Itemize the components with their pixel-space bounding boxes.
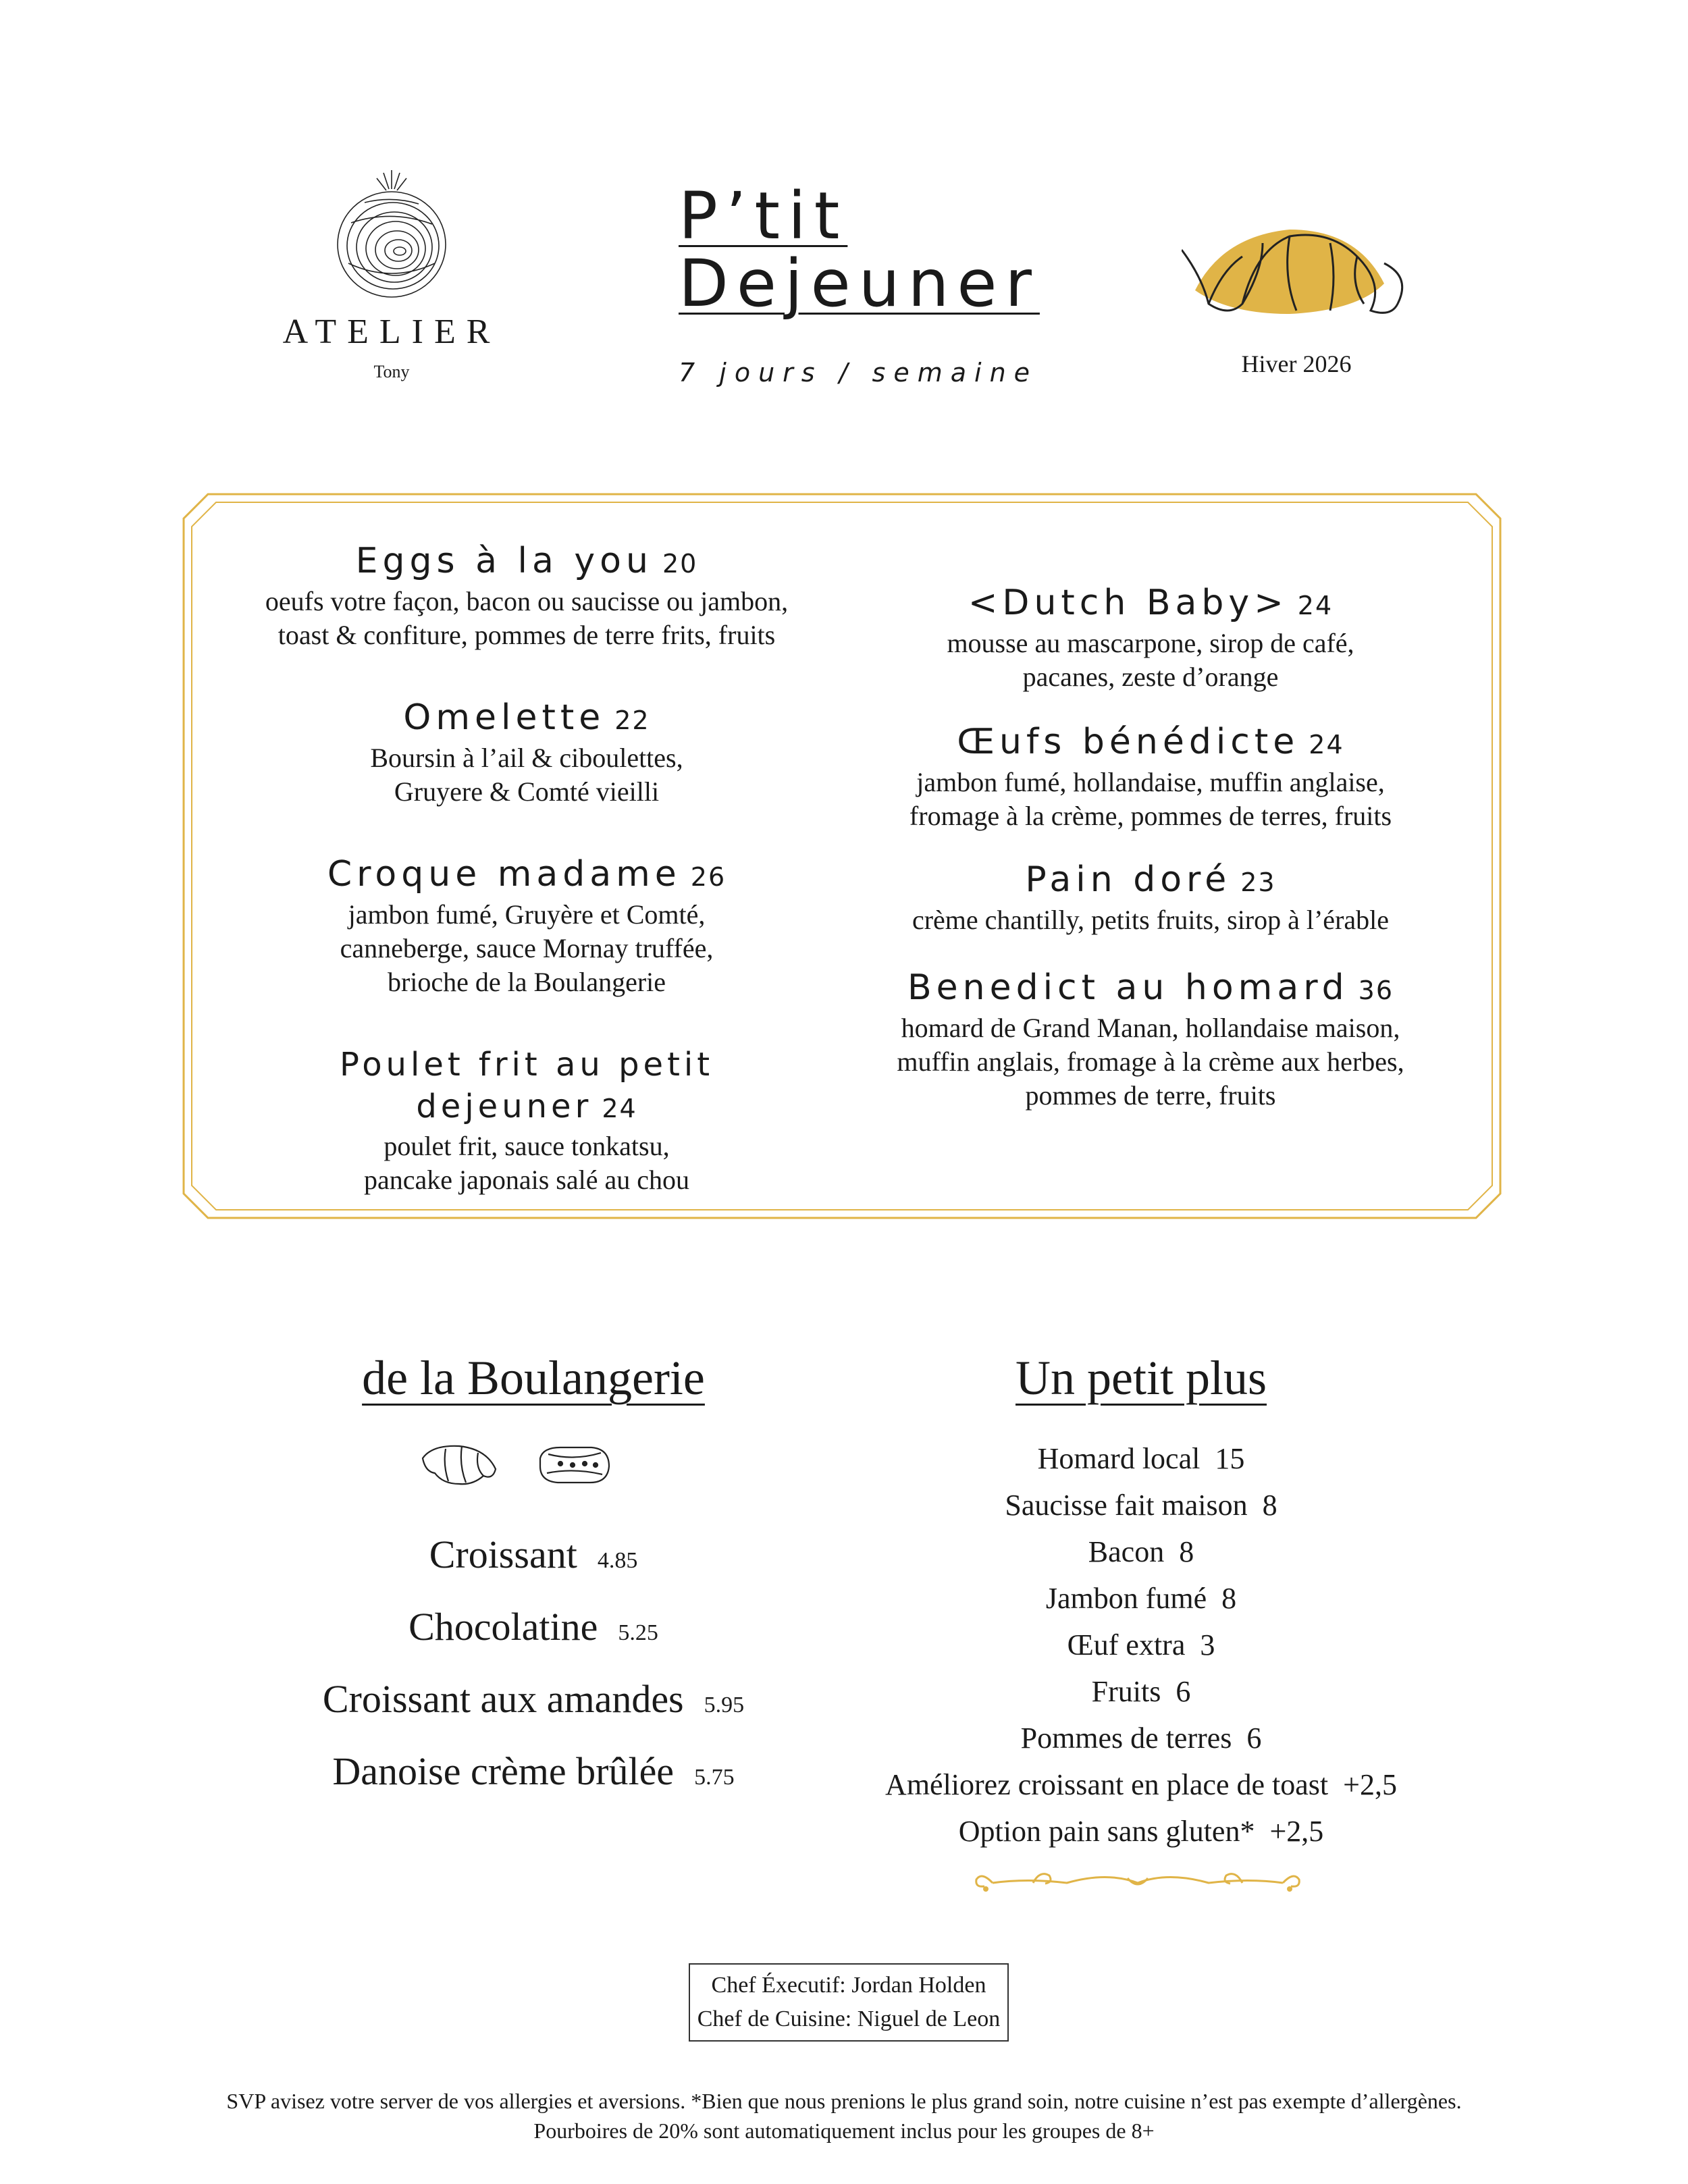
menu-item <box>223 697 830 809</box>
dish-name: Omelette <box>403 697 606 738</box>
dish-name: Croque madame <box>327 854 681 895</box>
dish-desc: poulet frit, sauce tonkatsu, <box>384 1131 670 1161</box>
list-item <box>797 1482 1485 1528</box>
dish-desc: pacanes, zeste d’orange <box>1022 662 1279 692</box>
croissant-small-icon <box>419 1438 500 1492</box>
menu-item <box>223 540 830 652</box>
item-price: 8 <box>1179 1535 1194 1568</box>
item-price: +2,5 <box>1269 1815 1324 1848</box>
dish-desc: pancake japonais salé au chou <box>363 1165 689 1195</box>
dish-price: 24 <box>1297 591 1334 620</box>
dish-desc: crème chantilly, petits fruits, sirop à l’érable <box>912 905 1390 935</box>
menu-item <box>223 1044 830 1197</box>
menu-item <box>223 853 830 999</box>
list-item <box>797 1528 1485 1575</box>
dish-desc: homard de Grand Manan, hollandaise maison, <box>901 1013 1400 1043</box>
dish-desc: mousse au mascarpone, sirop de café, <box>947 628 1354 658</box>
dish-desc: Gruyere & Comté vieilli <box>394 776 660 807</box>
menu-item <box>847 967 1454 1113</box>
item-price: 5.75 <box>694 1765 735 1790</box>
chocolatine-small-icon <box>533 1438 614 1492</box>
dish-price: 36 <box>1358 976 1394 1005</box>
item-name: Œuf extra <box>1067 1628 1186 1661</box>
dish-name: Eggs à la you <box>355 541 653 581</box>
menu-item <box>847 859 1454 937</box>
page-title <box>679 178 1040 321</box>
item-price: 3 <box>1200 1628 1215 1661</box>
menu-left-column <box>223 540 830 1225</box>
item-name: Option pain sans gluten* <box>958 1815 1255 1848</box>
dish-desc: Boursin à l’ail & ciboulettes, <box>370 743 683 773</box>
dish-desc: pommes de terre, fruits <box>1025 1080 1276 1111</box>
brand-subname: Tony <box>373 362 410 381</box>
item-price: 4.85 <box>597 1548 638 1573</box>
list-item <box>797 1808 1485 1855</box>
onion-icon <box>324 169 459 304</box>
item-price: 6 <box>1246 1722 1262 1755</box>
dish-desc: jambon fumé, hollandaise, muffin anglaise, <box>916 767 1385 797</box>
credits-box <box>689 1963 1009 2042</box>
boulangerie-title: de la Boulangerie <box>362 1351 705 1405</box>
dish-price: 26 <box>690 862 727 892</box>
extras-title: Un petit plus <box>1016 1351 1267 1405</box>
ornament-divider <box>972 1865 1303 1901</box>
croissant-icon <box>1182 209 1411 338</box>
item-name: Fruits <box>1091 1675 1161 1708</box>
item-name: Bacon <box>1088 1535 1165 1568</box>
list-item <box>257 1738 810 1811</box>
dish-desc: canneberge, sauce Mornay truffée, <box>340 933 714 963</box>
item-price: 5.95 <box>704 1693 745 1717</box>
dish-price: 22 <box>614 705 650 735</box>
dish-name: Benedict au homard <box>907 967 1349 1008</box>
item-name: Danoise crème brûlée <box>332 1749 675 1793</box>
dish-price: 24 <box>1309 730 1344 760</box>
dish-price: 23 <box>1240 868 1276 897</box>
list-item <box>797 1761 1485 1808</box>
dish-desc: fromage à la crème, pommes de terres, fruits <box>909 801 1392 831</box>
list-item <box>257 1666 810 1738</box>
title-line-1: P’tit <box>679 178 848 254</box>
item-name: Pommes de terres <box>1020 1722 1232 1755</box>
tip-note: Pourboires de 20% sont automatiquement inclus pour les groupes de 8+ <box>533 2119 1155 2143</box>
dish-name: <Dutch Baby> <box>968 583 1288 623</box>
item-price: 6 <box>1176 1675 1191 1708</box>
footer-notes <box>0 2086 1688 2146</box>
item-name: Croissant <box>429 1533 577 1576</box>
dish-desc: toast & confiture, pommes de terre frits, fruits <box>278 620 776 650</box>
season-label: Hiver 2026 <box>1241 350 1352 377</box>
item-price: 5.25 <box>618 1620 658 1645</box>
list-item <box>797 1622 1485 1668</box>
menu-item <box>847 582 1454 694</box>
item-name: Améliorez croissant en place de toast <box>885 1768 1329 1801</box>
title-line-2: Dejeuner <box>679 246 1040 321</box>
list-item <box>797 1435 1485 1482</box>
menu-right-column <box>847 582 1454 1141</box>
dish-desc: jambon fumé, Gruyère et Comté, <box>348 899 706 930</box>
extras-list <box>797 1435 1485 1855</box>
list-item <box>257 1594 810 1666</box>
dish-name: Poulet frit au petit dejeuner <box>339 1046 714 1125</box>
item-name: Jambon fumé <box>1045 1582 1207 1615</box>
subtitle: 7 jours / semaine <box>679 358 1038 388</box>
item-price: +2,5 <box>1343 1768 1397 1801</box>
item-price: 8 <box>1262 1489 1277 1522</box>
dish-price: 24 <box>602 1094 637 1123</box>
boulangerie-list <box>257 1522 810 1811</box>
credit-line: Chef Éxecutif: Jordan Holden <box>711 1973 986 1998</box>
dish-price: 20 <box>662 549 698 579</box>
list-item <box>797 1715 1485 1761</box>
item-price: 8 <box>1221 1582 1237 1615</box>
list-item <box>797 1575 1485 1622</box>
list-item <box>257 1522 810 1594</box>
dish-name: Pain doré <box>1025 859 1232 900</box>
item-name: Saucisse fait maison <box>1005 1489 1248 1522</box>
dish-desc: muffin anglais, fromage à la crème aux herbes, <box>897 1046 1404 1077</box>
dish-desc: brioche de la Boulangerie <box>387 967 666 997</box>
dish-name: Œufs bénédicte <box>957 722 1300 762</box>
item-price: 15 <box>1215 1442 1245 1475</box>
credit-line: Chef de Cuisine: Niguel de Leon <box>697 2006 1001 2031</box>
allergy-note: SVP avisez votre server de vos allergies et aversions. *Bien que nous prenions le plus grand soin, notre cuisine n’est pas exempte d’allergènes. <box>226 2089 1462 2113</box>
brand-name: ATELIER <box>282 313 501 351</box>
item-name: Homard local <box>1037 1442 1201 1475</box>
dish-desc: oeufs votre façon, bacon ou saucisse ou jambon, <box>265 586 789 616</box>
item-name: Croissant aux amandes <box>322 1677 684 1721</box>
list-item <box>797 1668 1485 1715</box>
item-name: Chocolatine <box>408 1605 598 1649</box>
menu-item <box>847 721 1454 833</box>
